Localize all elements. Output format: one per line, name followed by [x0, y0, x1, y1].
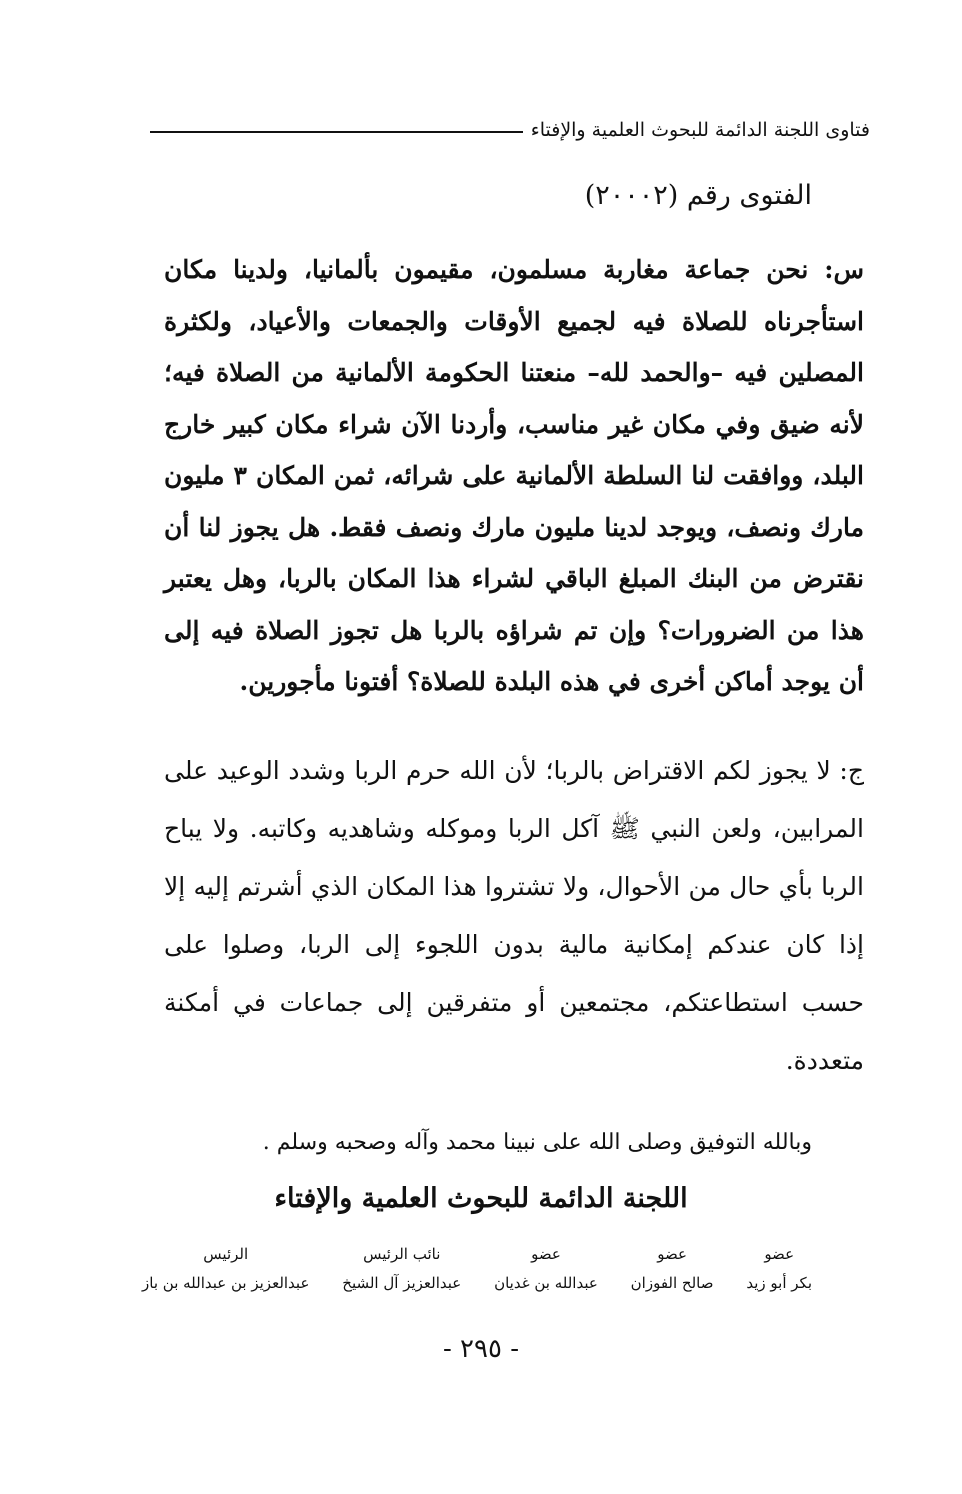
answer-text: ج: لا يجوز لكم الاقتراض بالربا؛ لأن الله حرم الربا وشدد الوعيد على المرابين، ولعن النبي ﷺ آكل الربا وموكله وشاهديه وكاتبه. ولا يباح الربا بأي حال من الأحوال، ولا تشتروا هذا المكان الذي أشرتم إليه إلا إذا كان عندكم إمكانية مالية بدون اللجوء إلى الربا، وصلوا على حسب استطاعتكم، مجتمعين أو متفرقين إلى جماعات في أمكنة متعددة.: [164, 756, 864, 1075]
signatory-name: بكر أبو زيد: [746, 1274, 812, 1292]
signatory-name: عبدالعزيز بن عبدالله بن باز: [142, 1274, 310, 1292]
signatory: [494, 1238, 598, 1308]
signatory: [342, 1238, 461, 1308]
committee-name: اللجنة الدائمة للبحوث العلمية والإفتاء: [274, 1183, 688, 1214]
running-header-title: فتاوى اللجنة الدائمة للبحوث العلمية والإفتاء: [530, 119, 870, 141]
header-rule: [150, 131, 523, 133]
signatory-role: الرئيس: [203, 1245, 249, 1263]
question-text: س: نحن جماعة مغاربة مسلمون، مقيمون بألمانيا، ولدينا مكان استأجرناه للصلاة فيه لجميع الأوقات والجمعات والأعياد، ولكثرة المصلين فيه –والحمد لله– منعتنا الحكومة الألمانية من الصلاة فيه؛ لأنه ضيق وفي مكان غير مناسب، وأردنا الآن شراء مكان كبير خارج البلد، ووافقت لنا السلطة الألمانية على شرائه، ثمن المكان ٣ مليون مارك ونصف، ويوجد لدينا مليون مارك ونصف فقط. هل يجوز لنا أن نقترض من البنك المبلغ الباقي لشراء هذا المكان بالربا، وهل يعتبر هذا من الضرورات؟ وإن تم شراؤه بالربا هل تجوز الصلاة فيه إلى أن يوجد أماكن أخرى في هذه البلدة للصلاة؟ أفتونا مأجورين.: [164, 255, 864, 696]
signatory: [142, 1238, 309, 1308]
signatory: [746, 1238, 812, 1308]
signatory-name: عبدالعزيز آل الشيخ: [342, 1274, 462, 1292]
signatory-role: عضو: [531, 1245, 561, 1263]
page-number: - ٢٩٥ -: [442, 1334, 520, 1364]
signatory-role: نائب الرئيس: [363, 1245, 441, 1263]
signatory-name: عبدالله بن غديان: [494, 1274, 598, 1292]
signatory-role: عضو: [764, 1245, 795, 1263]
signatory: [631, 1238, 714, 1308]
signatories: [142, 1238, 812, 1308]
closing-line: وبالله التوفيق وصلى الله على نبينا محمد وآله وصحبه وسلم .: [262, 1130, 812, 1155]
signatory-role: عضو: [657, 1245, 687, 1263]
running-header: [150, 112, 870, 148]
signatory-name: صالح الفوزان: [630, 1274, 714, 1292]
fatwa-number: الفتوى رقم (٢٠٠٠٢): [584, 180, 812, 211]
